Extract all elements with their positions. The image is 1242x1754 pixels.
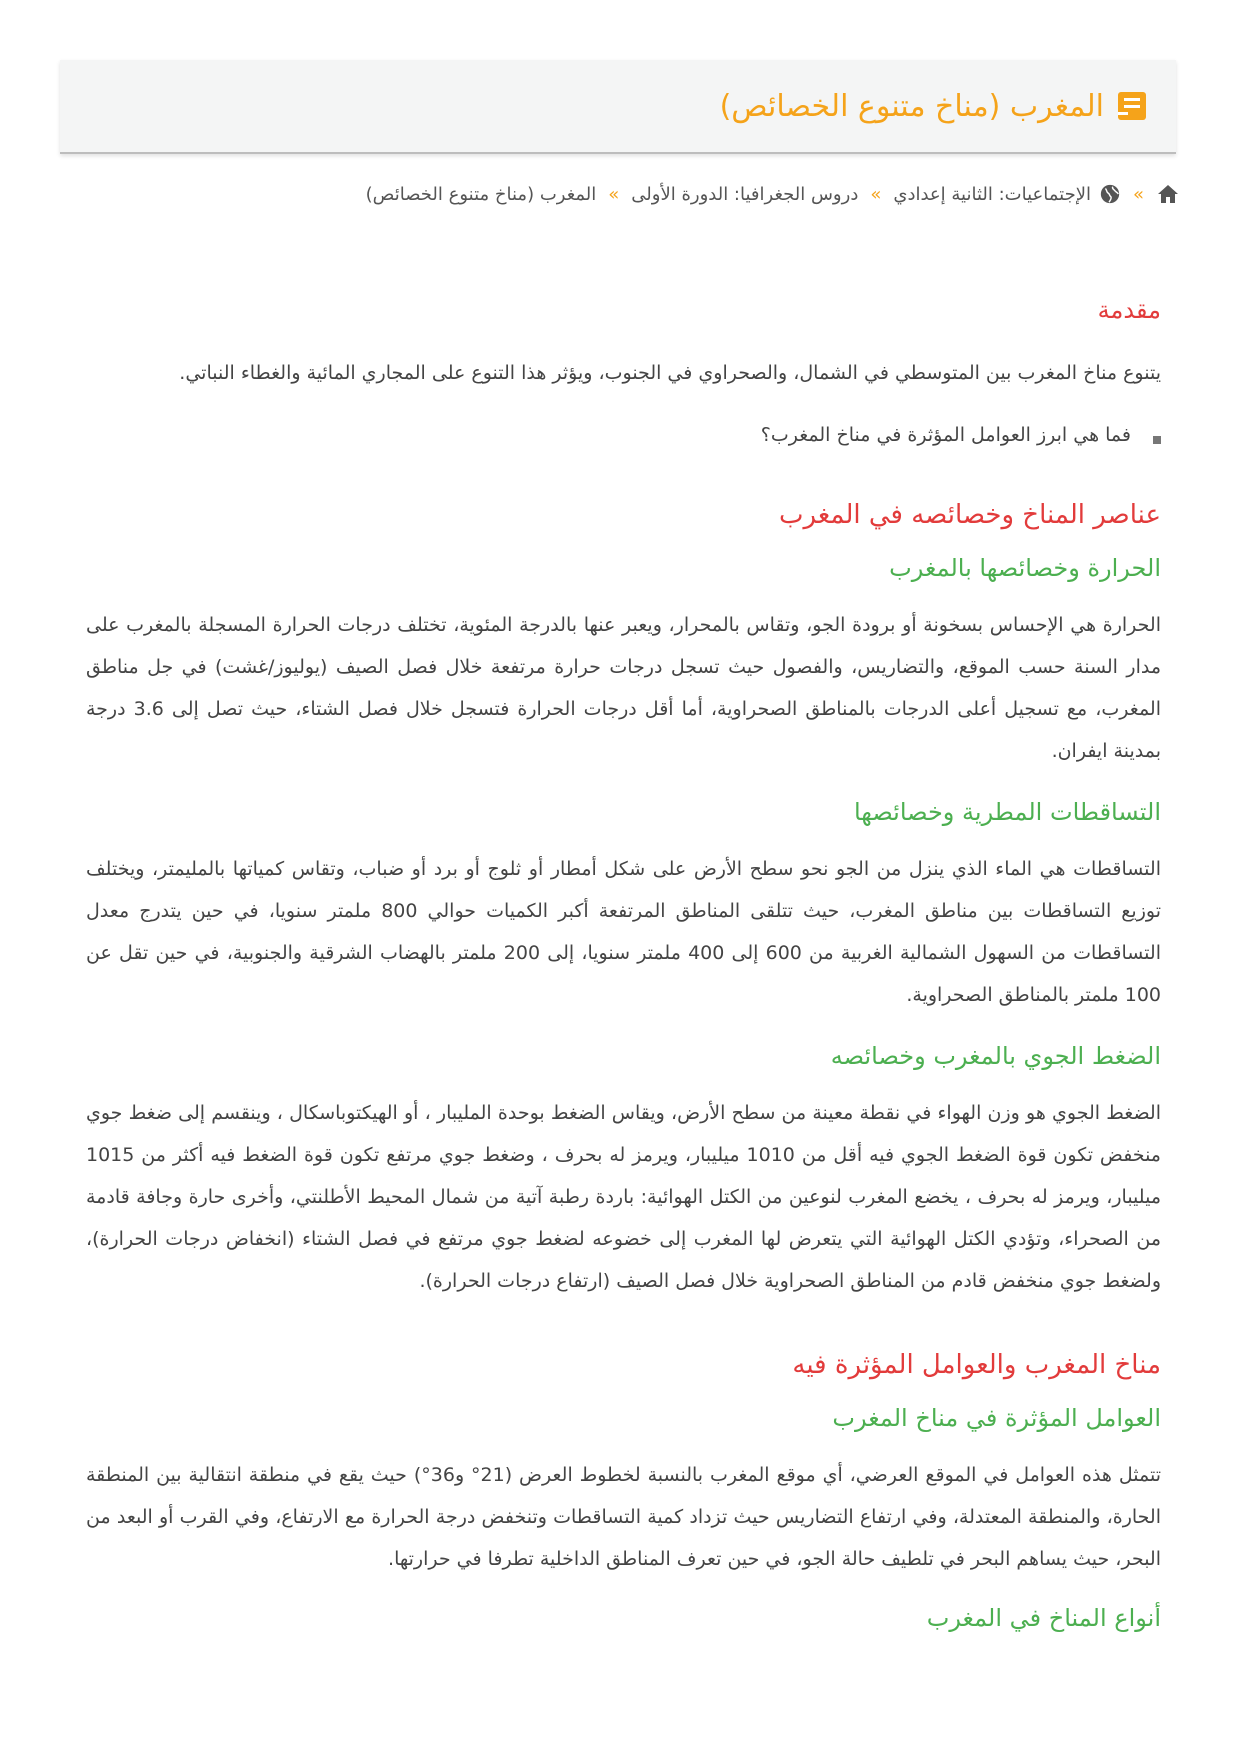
intro-paragraph: يتنوع مناخ المغرب بين المتوسطي في الشمال، والصحراوي في الجنوب، ويؤثر هذا التنوع على المجاري المائية والغطاء النباتي. [179, 362, 1161, 384]
influencing-factors-paragraph: تتمثل هذه العوامل في الموقع العرضي، أي موقع المغرب بالنسبة لخطوط العرض (21° و36°) حيث يقع في منطقة انتقالية بين المنطقة الحارة، والمنطقة المعتدلة، وفي ارتفاع التضاريس حيث تزداد كمية التساقطات وتنخفض درجة الحرارة مع الارتفاع، وفي القرب أو البعد من البحر، حيث يساهم البحر في تلطيف حالة الجو، في حين تعرف المناطق الداخلية تطرفا في حرارتها. [86, 1464, 1161, 1570]
intro-question: فما هي ابرز العوامل المؤثرة في مناخ المغرب؟ [760, 424, 1131, 446]
subheading-precipitation: التساقطات المطرية وخصائصها [853, 798, 1161, 826]
section-heading-climate-elements: عناصر المناخ وخصائصه في المغرب [779, 500, 1161, 530]
bullet-marker [1153, 436, 1161, 444]
breadcrumb-separator: » [870, 183, 882, 205]
subheading-air-pressure: الضغط الجوي بالمغرب وخصائصه [830, 1042, 1161, 1070]
breadcrumb-current: المغرب (مناخ متنوع الخصائص) [365, 183, 597, 205]
breadcrumb-separator: » [608, 183, 620, 205]
intro-heading: مقدمة [1097, 296, 1161, 324]
precipitation-paragraph: التساقطات هي الماء الذي ينزل من الجو نحو سطح الأرض على شكل أمطار أو ثلوج أو برد أو ضباب، وتقاس كمياتها بالمليمتر، ويختلف توزيع التساقطات بين مناطق المغرب، حيث تتلقى المناطق المرتفعة أكبر الكميات حوالي 800 ملمتر سنويا، في حين يتدرج معدل التساقطات من السهول الشمالية الغربية من 600 إلى 400 ملمتر سنويا، إلى 200 ملمتر بالهضاب الشرقية والجنوبية، في حين تقل عن 100 ملمتر بالمناطق الصحراوية. [86, 858, 1161, 1006]
subheading-influencing-factors: العوامل المؤثرة في مناخ المغرب [832, 1404, 1161, 1432]
breadcrumb-separator: » [1132, 183, 1144, 205]
breadcrumb [60, 176, 1180, 212]
subheading-climate-types: أنواع المناخ في المغرب [926, 1604, 1161, 1632]
air-pressure-paragraph: الضغط الجوي هو وزن الهواء في نقطة معينة من سطح الأرض، ويقاس الضغط بوحدة المليبار ، أو الهيكتوباسكال ، وينقسم إلى ضغط جوي منخفض تكون قوة الضغط الجوي فيه أقل من 1010 ميليبار، ويرمز له بحرف ، وضغط جوي مرتفع تكون قوة الضغط فيه أكثر من 1015 ميليبار، ويرمز له بحرف ، يخضع المغرب لنوعين من الكتل الهوائية: باردة رطبة آتية من شمال المحيط الأطلنتي، وأخرى حارة وجافة قادمة من الصحراء، وتؤدي الكتل الهوائية التي يتعرض لها المغرب إلى خضوعه لضغط جوي مرتفع في فصل الشتاء (انخفاض درجات الحرارة)، ولضغط جوي منخفض قادم من المناطق الصحراوية خلال فصل الصيف (ارتفاع درجات الحرارة). [86, 1102, 1161, 1292]
breadcrumb-link-geography[interactable]: دروس الجغرافيا: الدورة الأولى [631, 183, 859, 205]
subheading-temperature: الحرارة وخصائصها بالمغرب [889, 554, 1161, 582]
document-icon [1118, 92, 1146, 120]
section-heading-climate-factors: مناخ المغرب والعوامل المؤثرة فيه [792, 1350, 1161, 1380]
breadcrumb-link-social-studies[interactable]: الإجتماعيات: الثانية إعدادي [893, 183, 1091, 205]
globe-icon [1099, 183, 1121, 205]
page-title: المغرب (مناخ متنوع الخصائص) [719, 88, 1104, 124]
temperature-paragraph: الحرارة هي الإحساس بسخونة أو برودة الجو، وتقاس بالمحرار، ويعبر عنها بالدرجة المئوية، تختلف درجات الحرارة المسجلة بالمغرب على مدار السنة حسب الموقع، والتضاريس، والفصول حيث تسجل درجات حرارة مرتفعة خلال فصل الصيف (يوليوز/غشت) في جل مناطق المغرب، مع تسجيل أعلى الدرجات بالمناطق الصحراوية، أما أقل درجات الحرارة فتسجل خلال فصل الشتاء، حيث تصل إلى 3.6 درجة بمدينة ايفران. [86, 614, 1161, 762]
title-bar [60, 60, 1176, 154]
home-icon[interactable] [1156, 182, 1180, 206]
